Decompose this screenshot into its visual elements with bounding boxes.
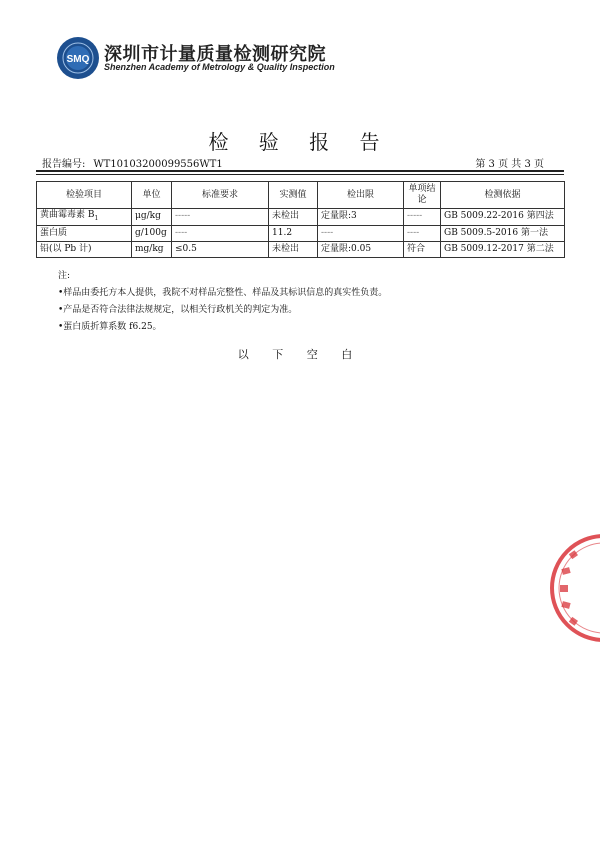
cell-method: GB 5009.5-2016 第一法 — [441, 225, 565, 241]
cell-limit: 定量限:3 — [318, 209, 404, 226]
cell-conclusion: ---- — [404, 225, 441, 241]
cell-measured: 未检出 — [269, 209, 318, 226]
cell-conclusion: ----- — [404, 209, 441, 226]
header-rule-thin — [36, 174, 564, 175]
cell-measured: 11.2 — [269, 225, 318, 241]
cell-unit: g/100g — [132, 225, 172, 241]
cell-unit: μg/kg — [132, 209, 172, 226]
logo-text: SMQ — [66, 54, 90, 65]
header-limit: 检出限 — [318, 182, 404, 209]
table-row — [37, 209, 565, 226]
results-table — [36, 181, 565, 258]
org-name-en: Shenzhen Academy of Metrology & Quality Inspection — [104, 62, 335, 72]
notes-section — [58, 268, 387, 336]
header-standard: 标准要求 — [172, 182, 269, 209]
cell-item: 蛋白质 — [37, 225, 132, 241]
cell-limit: ---- — [318, 225, 404, 241]
cell-standard: ≤0.5 — [172, 241, 269, 257]
cell-measured: 未检出 — [269, 241, 318, 257]
report-number-label: 报告编号: — [42, 159, 86, 170]
table-row — [37, 241, 565, 257]
report-title: 检 验 报 告 — [208, 130, 392, 154]
cell-method: GB 5009.12-2017 第二法 — [441, 241, 565, 257]
cell-item: 铅(以 Pb 计) — [37, 241, 132, 257]
org-name-cn: 深圳市计量质量检测研究院 — [104, 44, 326, 65]
note-item: •样品由委托方本人提供，我院不对样品完整性、样品及其标识信息的真实性负责。 — [58, 288, 388, 298]
header-conclusion: 单项结论 — [404, 182, 441, 209]
cell-standard: ---- — [172, 225, 269, 241]
note-item: •产品是否符合法律法规规定，以相关行政机关的判定为准。 — [58, 305, 298, 315]
cell-item: 黄曲霉毒素 $B_1$ — [37, 209, 132, 226]
header-measured: 实测值 — [269, 182, 318, 209]
smq-logo — [56, 36, 100, 80]
cell-conclusion: 符合 — [404, 241, 441, 257]
header-rule-thick — [36, 170, 564, 172]
header-unit: 单位 — [132, 182, 172, 209]
notes-label: 注: — [58, 271, 71, 281]
note-item: •蛋白质折算系数 f6.25。 — [58, 322, 162, 332]
red-seal-stamp — [540, 528, 600, 648]
page-info: 第 3 页 共 3 页 — [475, 159, 544, 170]
cell-method: GB 5009.22-2016 第四法 — [441, 209, 565, 226]
table-row — [37, 225, 565, 241]
table-header-row — [37, 182, 565, 209]
header-method: 检测依据 — [441, 182, 565, 209]
report-number-value: WT10103200099556WT1 — [93, 159, 223, 170]
cell-unit: mg/kg — [132, 241, 172, 257]
cell-standard: ----- — [172, 209, 269, 226]
cell-limit: 定量限:0.05 — [318, 241, 404, 257]
end-mark: 以 下 空 白 — [237, 348, 363, 361]
header-item: 检验项目 — [37, 182, 132, 209]
report-number — [42, 155, 223, 170]
